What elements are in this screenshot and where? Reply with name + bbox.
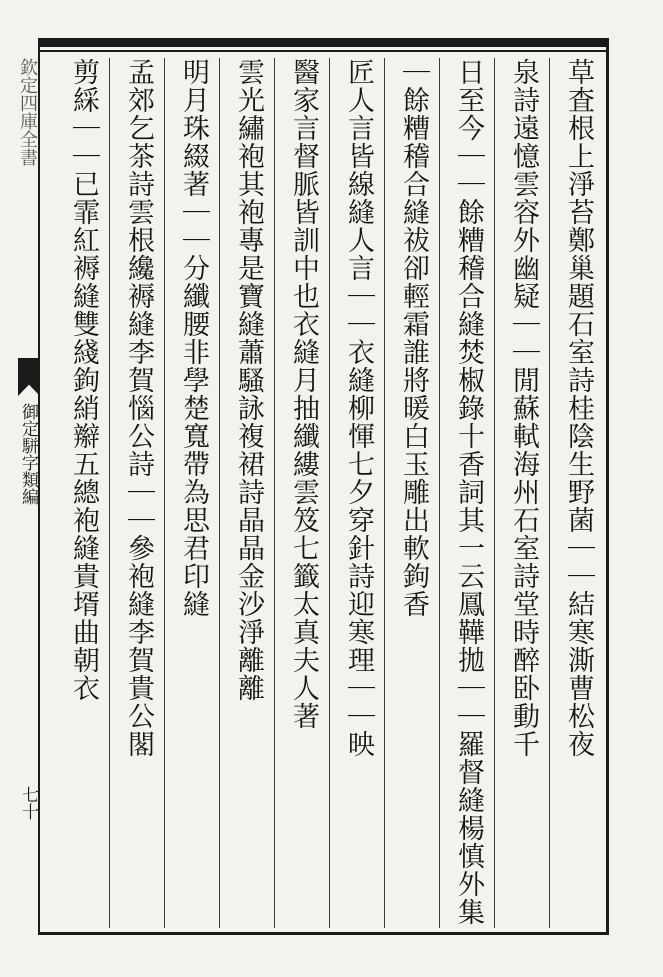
text-column: 雲光繡袍其袍專是寶縫蕭騷詠複裙詩晶晶金沙淨離離 (219, 58, 274, 928)
text-column: 泉詩遠憶雲容外幽疑｜｜閒蘇軾海州石室詩堂時醉卧動千 (494, 58, 549, 928)
border-bottom (38, 932, 608, 935)
margin-book-title: 御定駢字類編 (18, 403, 38, 505)
text-column: 草査根上淨苔鄭巢題石室詩桂陰生野菌｜｜結寒澌曹松夜 (549, 58, 604, 928)
margin-column (10, 58, 38, 928)
text-column: 日至今｜｜餘糟稽合縫焚椒錄十香詞其一云鳳鞾拋｜｜羅督縫楊慎外集 (439, 58, 494, 928)
page-number: 七十 (18, 786, 38, 820)
text-columns (54, 58, 604, 928)
border-top-inner (38, 50, 608, 52)
text-column: 明月珠綴著｜｜分纖腰非學楚寬帶為思君印縫 (164, 58, 219, 928)
fish-tail-mark-icon (18, 358, 40, 396)
text-column: ｜餘糟稽合縫祓卻輕霜誰將暖白玉雕出軟鉤香 (384, 58, 439, 928)
text-column: 匠人言皆線縫人言｜｜衣縫柳惲七夕穿針詩迎寒理｜｜映 (329, 58, 384, 928)
border-right (606, 38, 609, 935)
text-column: 孟郊乞茶詩雲根纔褥縫李賀惱公詩｜｜參袍縫李賀貴公閣 (109, 58, 164, 928)
text-column: 醫家言督脈皆訓中也衣縫月抽纖縷雲笈七籤太真夫人著 (274, 58, 329, 928)
border-top (38, 38, 608, 47)
text-column: 剪綵｜｜已霏紅褥縫雙綫鉤綃辮五總袍縫貴壻曲朝衣 (68, 58, 99, 702)
margin-top-text: 欽定四庫全書 (17, 58, 38, 166)
